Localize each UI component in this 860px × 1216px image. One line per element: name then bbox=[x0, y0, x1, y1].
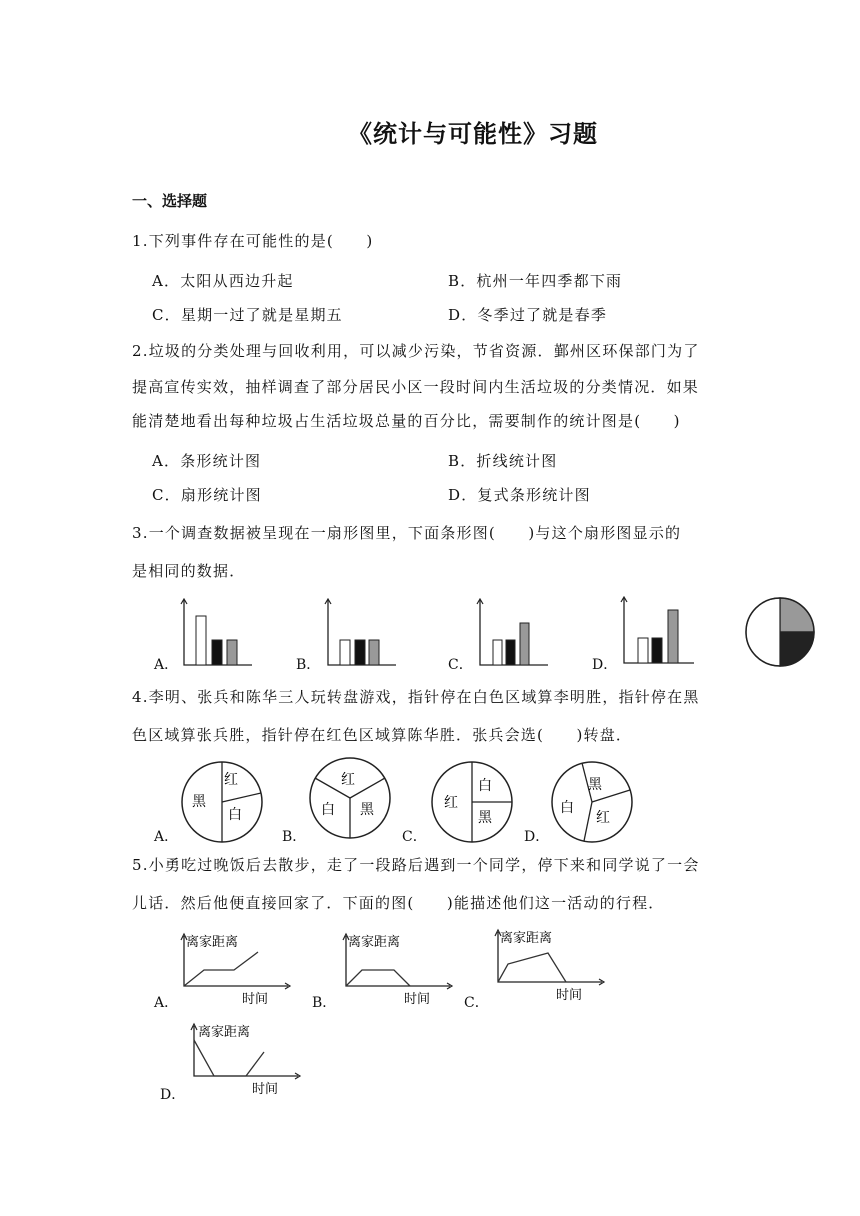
question-2-option-a: A．条形统计图 bbox=[152, 452, 262, 470]
bar-white bbox=[340, 640, 350, 665]
question-5-label-a: A． bbox=[154, 995, 179, 1011]
question-1-option-b: B．杭州一年四季都下雨 bbox=[448, 272, 623, 290]
question-4-label-c: C． bbox=[402, 829, 427, 845]
spinner-d-white: 白 bbox=[560, 800, 574, 816]
question-3-line-1: 3.一个调查数据被呈现在一扇形图里，下面条形图( )与这个扇形图显示的 bbox=[132, 524, 682, 542]
question-3-label-b: B． bbox=[296, 657, 321, 673]
question-5-label-b: B． bbox=[312, 995, 337, 1011]
distance-line bbox=[184, 952, 258, 986]
bar-gray bbox=[520, 623, 529, 665]
question-1-option-c: C．星期一过了就是星期五 bbox=[152, 306, 343, 324]
distance-graph-d bbox=[186, 1020, 306, 1100]
question-4-label-d: D． bbox=[524, 829, 550, 845]
distance-graph-a bbox=[176, 930, 296, 1010]
bar-figure-b bbox=[320, 598, 398, 670]
question-4-label-a: A． bbox=[154, 829, 179, 845]
spinner-b-white: 白 bbox=[321, 802, 335, 818]
y-axis-label: 离家距离 bbox=[500, 931, 553, 946]
section-heading: 一、选择题 bbox=[132, 192, 208, 210]
bar-gray bbox=[369, 640, 379, 665]
distance-line bbox=[346, 970, 410, 986]
spinner-d bbox=[550, 760, 634, 844]
question-2-option-b: B．折线统计图 bbox=[448, 452, 558, 470]
spinner-b-red: 红 bbox=[341, 772, 355, 788]
question-4-line-1: 4.李明、张兵和陈华三人玩转盘游戏，指针停在白色区域算李明胜，指针停在黑 bbox=[132, 688, 700, 706]
bar-figure-c bbox=[472, 598, 550, 670]
y-axis-label: 离家距离 bbox=[186, 935, 239, 950]
question-4-line-2: 色区域算张兵胜，指针停在红色区域算陈华胜．张兵会选( )转盘． bbox=[132, 726, 633, 744]
spinner-a-white: 白 bbox=[228, 807, 242, 823]
spinner-d-red: 红 bbox=[596, 810, 610, 826]
question-2-option-c: C．扇形统计图 bbox=[152, 486, 262, 504]
distance-line bbox=[498, 953, 566, 982]
y-axis-label: 离家距离 bbox=[348, 935, 401, 950]
spinner-b-black: 黑 bbox=[360, 802, 374, 818]
distance-graph-c bbox=[490, 926, 610, 1006]
spinner-a-red: 红 bbox=[224, 772, 238, 788]
spinner-b bbox=[308, 756, 392, 840]
question-3-label-a: A． bbox=[154, 657, 179, 673]
spinner-c-black: 黑 bbox=[478, 810, 492, 826]
bar-white bbox=[493, 640, 502, 665]
spinner-d-black: 黑 bbox=[588, 777, 602, 793]
y-axis-label: 离家距离 bbox=[198, 1025, 251, 1040]
bar-black bbox=[506, 640, 515, 665]
spinner-c-white: 白 bbox=[478, 778, 492, 794]
question-1-option-a: A．太阳从西边升起 bbox=[152, 272, 294, 290]
page-title: 《统计与可能性》习题 bbox=[348, 120, 598, 148]
spinner-c-red: 红 bbox=[444, 795, 458, 811]
question-1-stem: 1.下列事件存在可能性的是( ) bbox=[132, 232, 374, 250]
bar-gray bbox=[227, 640, 237, 665]
bar-black bbox=[355, 640, 365, 665]
question-3-line-2: 是相同的数据． bbox=[132, 562, 246, 580]
spinner-c bbox=[430, 760, 514, 844]
distance-graph-b bbox=[338, 930, 458, 1010]
question-5-label-c: C． bbox=[464, 995, 489, 1011]
question-3-label-d: D． bbox=[592, 657, 618, 673]
spinner-a bbox=[180, 760, 264, 844]
question-4-label-b: B． bbox=[282, 829, 307, 845]
bar-figure-a bbox=[176, 598, 254, 670]
reference-pie-chart bbox=[744, 596, 816, 668]
x-axis-label: 时间 bbox=[404, 992, 431, 1007]
question-5-label-d: D． bbox=[160, 1087, 186, 1103]
x-axis-label: 时间 bbox=[252, 1082, 279, 1097]
bar-black bbox=[652, 638, 662, 663]
question-5-line-1: 5.小勇吃过晚饭后去散步，走了一段路后遇到一个同学，停下来和同学说了一会 bbox=[132, 856, 700, 874]
bar-black bbox=[212, 640, 222, 665]
question-2-line-1: 2.垃圾的分类处理与回收利用，可以减少污染，节省资源．鄞州区环保部门为了 bbox=[132, 342, 700, 360]
bar-white bbox=[638, 638, 648, 663]
x-axis-label: 时间 bbox=[556, 988, 583, 1003]
pie-slice-white bbox=[746, 598, 780, 666]
question-3-label-c: C． bbox=[448, 657, 473, 673]
bar-figure-d bbox=[616, 596, 696, 668]
question-2-option-d: D．复式条形统计图 bbox=[448, 486, 591, 504]
spinner-a-black: 黑 bbox=[192, 794, 206, 810]
question-1-option-d: D．冬季过了就是春季 bbox=[448, 306, 608, 324]
bar-gray bbox=[668, 610, 678, 663]
bar-white bbox=[196, 616, 206, 665]
question-2-line-2: 提高宣传实效，抽样调查了部分居民小区一段时间内生活垃圾的分类情况．如果 bbox=[132, 378, 700, 396]
x-axis-label: 时间 bbox=[242, 992, 269, 1007]
distance-line bbox=[194, 1040, 264, 1076]
question-2-line-3: 能清楚地看出每种垃圾占生活垃圾总量的百分比，需要制作的统计图是( ) bbox=[132, 412, 681, 430]
question-5-line-2: 儿话．然后他便直接回家了．下面的图( )能描述他们这一活动的行程． bbox=[132, 894, 665, 912]
